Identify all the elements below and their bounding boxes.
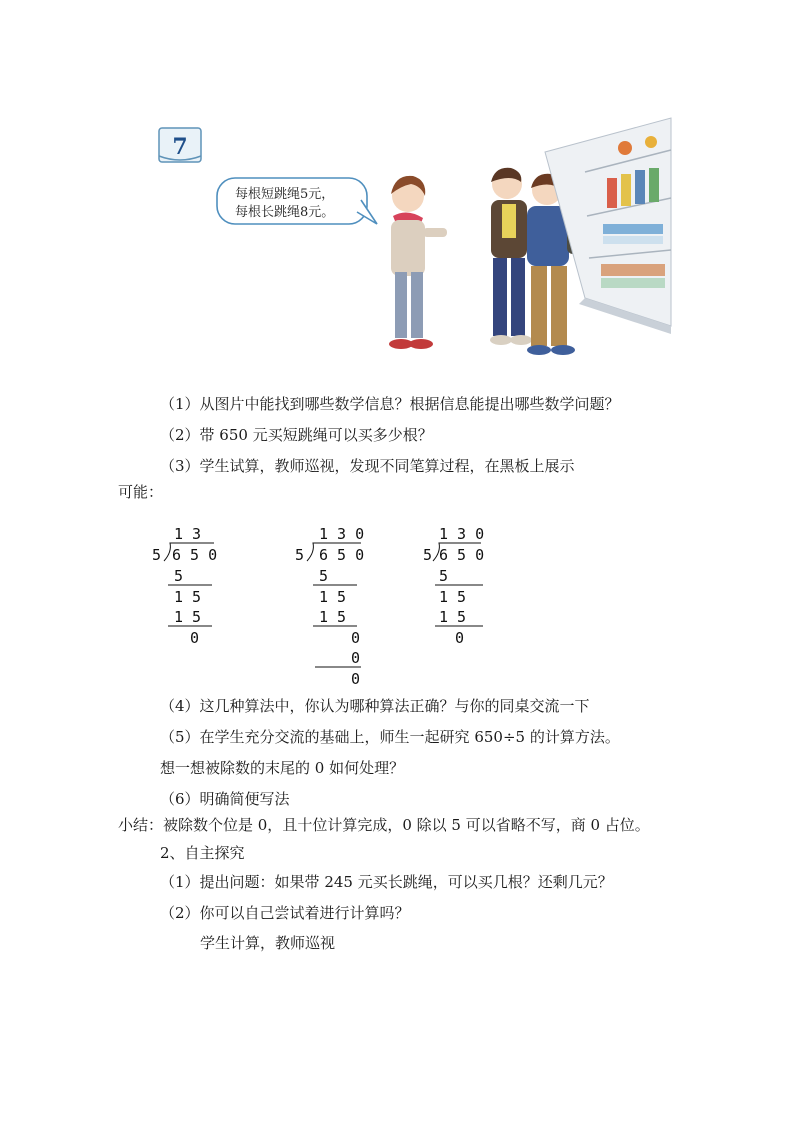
step-product-3: 0 xyxy=(351,649,361,667)
step-product-1: 5 xyxy=(319,567,329,585)
bubble-line-1: 每根短跳绳5元， xyxy=(235,187,335,202)
teacher-note: 学生计算，教师巡视 xyxy=(200,934,336,952)
long-division-3 xyxy=(421,520,501,650)
long-division-2 xyxy=(293,520,373,690)
dividend: 6 5 0 xyxy=(172,546,218,564)
step-remainder-1: 1 5 xyxy=(319,588,347,606)
question-2: （2）带 650 元买短跳绳可以买多少根？ xyxy=(160,426,433,444)
step-product-1: 5 xyxy=(174,567,184,585)
dividend: 6 5 0 xyxy=(439,546,485,564)
quotient: 1 3 0 xyxy=(319,525,365,543)
step-remainder-1: 1 5 xyxy=(439,588,467,606)
step-remainder-1: 1 5 xyxy=(174,588,202,606)
girl-figure xyxy=(389,176,447,349)
bubble-line-2: 每根长跳绳8元。 xyxy=(235,205,335,220)
question-5: （5）在学生充分交流的基础上，师生一起研究 650÷5 的计算方法。 xyxy=(160,728,620,746)
section-heading-2: 2、自主探究 xyxy=(160,844,245,862)
question-3: （3）学生试算，教师巡视，发现不同笔算过程，在黑板上展示 xyxy=(160,457,575,475)
example-number: 7 xyxy=(172,134,188,160)
dividend: 6 5 0 xyxy=(319,546,365,564)
long-division-1 xyxy=(150,520,240,650)
step-product-2: 1 5 xyxy=(174,608,202,626)
textbook-illustration xyxy=(155,112,675,362)
step-product-2: 1 5 xyxy=(439,608,467,626)
divisor: 5 xyxy=(295,546,305,564)
divisor: 5 xyxy=(152,546,162,564)
divisor: 5 xyxy=(423,546,433,564)
question-2-1: （1）提出问题：如果带 245 元买长跳绳，可以买几根？还剩几元？ xyxy=(160,873,613,891)
boy-figure-1 xyxy=(490,168,532,345)
quotient: 1 3 xyxy=(174,525,202,543)
step-remainder-2: 0 xyxy=(455,629,465,647)
question-1: （1）从图片中能找到哪些数学信息？根据信息能提出哪些数学问题？ xyxy=(160,395,620,413)
step-remainder-2: 0 xyxy=(190,629,200,647)
example-number-badge xyxy=(159,128,201,162)
step-product-1: 5 xyxy=(439,567,449,585)
question-6: （6）明确简便写法 xyxy=(160,790,290,808)
step-remainder-2: 0 xyxy=(351,629,361,647)
speech-bubble xyxy=(217,178,377,224)
question-3-continued: 可能： xyxy=(118,483,164,501)
question-2-2: （2）你可以自己尝试着进行计算吗？ xyxy=(160,904,410,922)
step-product-2: 1 5 xyxy=(319,608,347,626)
question-4: （4）这几种算法中，你认为哪种算法正确？与你的同桌交流一下 xyxy=(160,697,590,715)
quotient: 1 3 0 xyxy=(439,525,485,543)
step-remainder-3: 0 xyxy=(351,670,361,688)
question-5-think: 想一想被除数的末尾的 0 如何处理？ xyxy=(160,759,405,777)
summary: 小结：被除数个位是 0，且十位计算完成，0 除以 5 可以省略不写，商 0 占位。 xyxy=(118,816,650,834)
